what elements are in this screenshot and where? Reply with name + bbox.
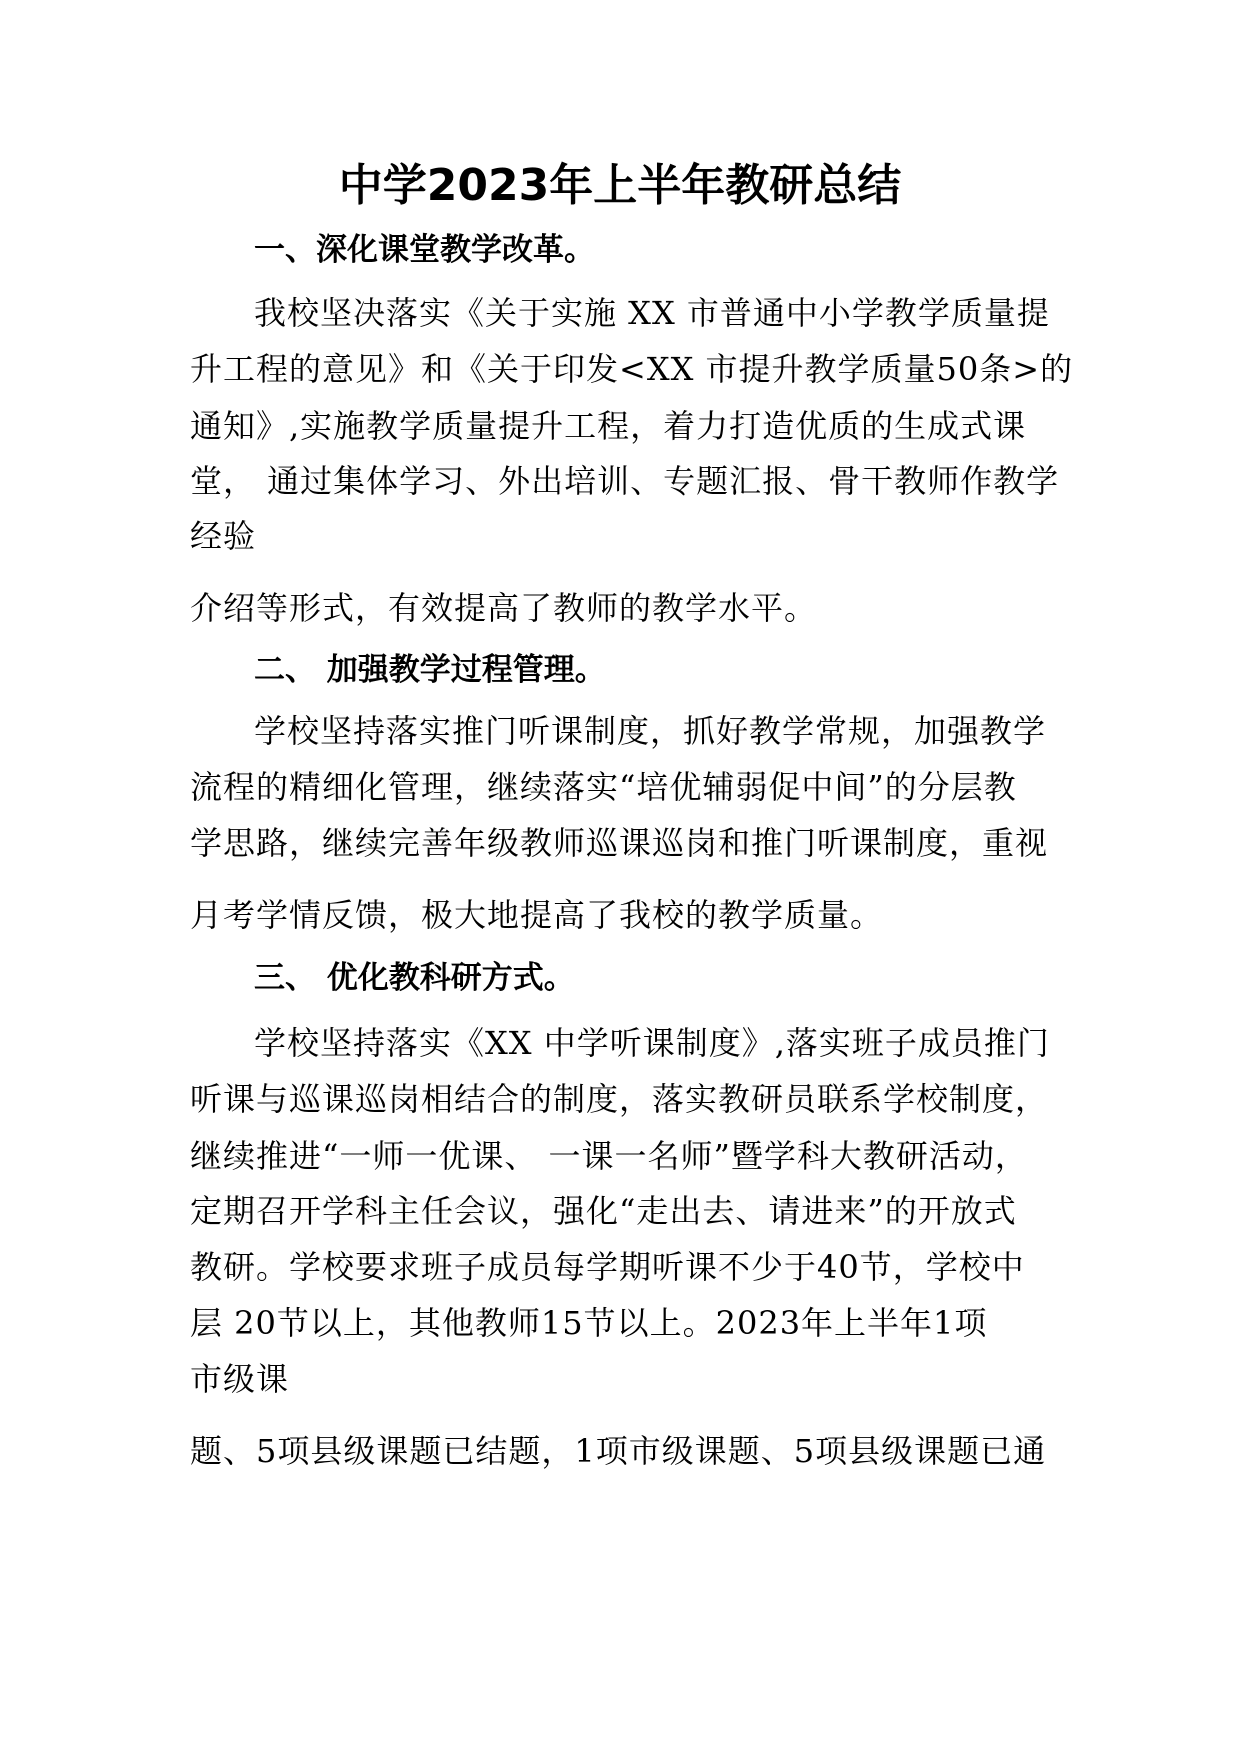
section-1-line-6: 介绍等形式，有效提高了教师的教学水平。 bbox=[190, 589, 818, 627]
section-1-line-3: 通知》,实施教学质量提升工程，着力打造优质的生成式课 bbox=[190, 407, 1027, 445]
section-3-line-4: 定期召开学科主任会议，强化“走出去、请进来”的开放式 bbox=[190, 1192, 1017, 1230]
document-title: 中学2023年上半年教研总结 bbox=[338, 160, 902, 211]
section-1-line-4: 堂， 通过集体学习、外出培训、专题汇报、骨干教师作教学 bbox=[190, 462, 1060, 500]
section-3-line-5: 教研。学校要求班子成员每学期听课不少于40节，学校中 bbox=[190, 1248, 1025, 1286]
section-1-line-5: 经验 bbox=[190, 517, 257, 555]
section-heading-2: 二、 加强教学过程管理。 bbox=[254, 652, 606, 688]
section-2-line-4: 月考学情反馈，极大地提高了我校的教学质量。 bbox=[190, 896, 884, 934]
section-1-line-2: 升工程的意见》和《关于印发<XX 市提升教学质量50条>的 bbox=[190, 350, 1074, 388]
section-heading-3: 三、 优化教科研方式。 bbox=[254, 960, 575, 996]
section-3-line-2: 听课与巡课巡岗相结合的制度，落实教研员联系学校制度， bbox=[190, 1080, 1049, 1118]
section-3-line-8: 题、5项县级课题已结题，1项市级课题、5项县级课题已通 bbox=[190, 1432, 1047, 1470]
section-2-line-1: 学校坚持落实推门听课制度，抓好教学常规，加强教学 bbox=[254, 712, 1047, 750]
section-2-line-2: 流程的精细化管理，继续落实“培优辅弱促中间”的分层教 bbox=[190, 768, 1017, 806]
section-1-line-1: 我校坚决落实《关于实施 XX 市普通中小学教学质量提 bbox=[254, 294, 1050, 332]
section-3-line-1: 学校坚持落实《XX 中学听课制度》,落实班子成员推门 bbox=[254, 1024, 1050, 1062]
section-heading-1: 一、深化课堂教学改革。 bbox=[254, 232, 595, 268]
section-3-line-7: 市级课 bbox=[190, 1360, 290, 1398]
section-3-line-6: 层 20节以上，其他教师15节以上。2023年上半年1项 bbox=[190, 1304, 988, 1342]
section-2-line-3: 学思路，继续完善年级教师巡课巡岗和推门听课制度，重视 bbox=[190, 824, 1049, 862]
section-3-line-3: 继续推进“一师一优课、 一课一名师”暨学科大教研活动， bbox=[190, 1137, 1028, 1175]
